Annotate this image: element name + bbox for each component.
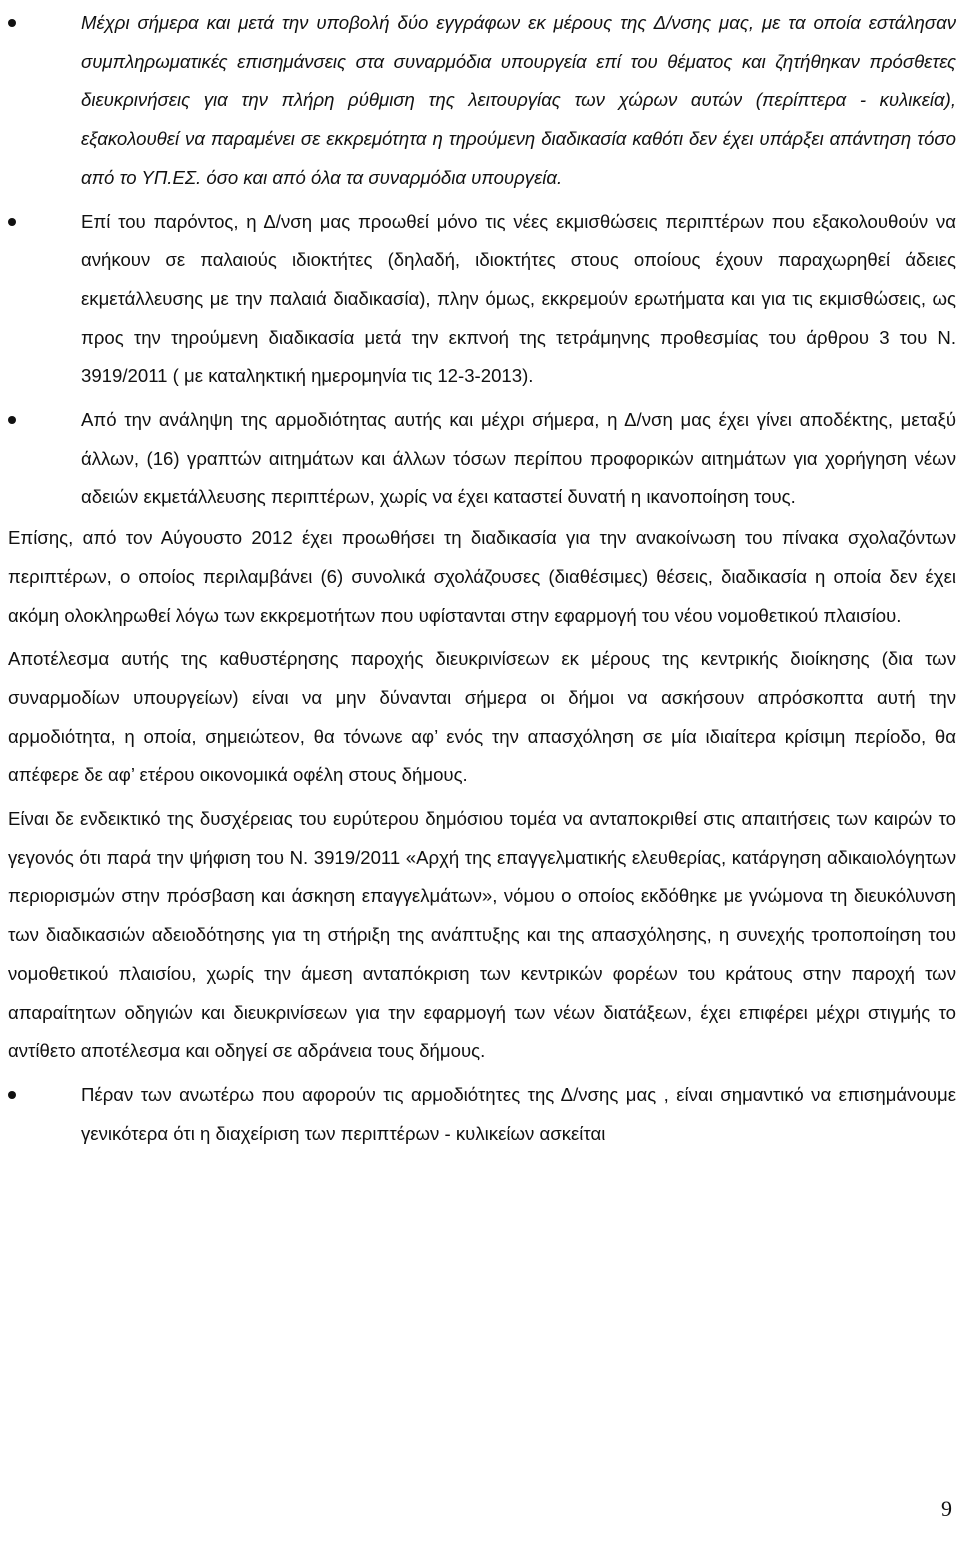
paragraph-3: Είναι δε ενδεικτικό της δυσχέρειας του ευρύτερου δημόσιου τομέα να ανταποκριθεί στις απαιτήσεις των καιρών το γεγονός ότι παρά την ψήφιση του Ν. 3919/2011 «Αρχή της επαγγελματικής ελευθερίας, κατάργηση αδικαιολόγητων περιορισμών στην πρόσβαση και άσκηση επαγγελμάτων», νόμου ο οποίος εκδόθηκε με γνώμονα τη διευκόλυνση των διαδικασιών αδειοδότησης για τη στήριξη της ανάπτυξης και της απασχόλησης, η συνεχής τροποποίηση του νομοθετικού πλαισίου, χωρίς την άμεση ανταπόκριση των κεντρικών φορέων του κράτους στην παροχή των απαραίτητων οδηγιών και διευκρινίσεων για την εφαρμογή των νέων διατάξεων, έχει επιφέρει μέχρι στιγμής το αντίθετο αποτέλεσμα και οδηγεί σε αδράνεια τους δήμους.	[8, 808, 956, 1062]
bullet-text-4: Πέραν των ανωτέρω που αφορούν τις αρμοδιότητες της Δ/νσης μας , είναι σημαντικό να επισημάνουμε γενικότερα ότι η διαχείριση των περιπτέρων - κυλικείων ασκείται	[81, 1083, 956, 1144]
page-number: 9	[941, 1496, 952, 1521]
document-body	[8, 0, 956, 1153]
bullet-text-2: Επί του παρόντος, η Δ/νση μας προωθεί μόνο τις νέες εκμισθώσεις περιπτέρων που εξακολουθούν να ανήκουν σε παλαιούς ιδιοκτήτες (δηλαδή, ιδιοκτήτες στους οποίους έχουν παραχωρηθεί άδειες εκμετάλλευσης με την παλαιά διαδικασία), πλην όμως, εκκρεμούν ερωτήματα και για τις εκμισθώσεις, ως προς την τηρούμενη διαδικασία μετά την εκπνοή της τετράμηνης προθεσμίας του άρθρου 3 του Ν. 3919/2011 ( με καταληκτική ημερομηνία τις 12-3-2013).	[81, 210, 956, 387]
bullet-item-2	[8, 203, 956, 397]
bullet-dot-icon	[8, 1091, 16, 1099]
bullet-item-1	[8, 4, 956, 198]
bullet-dot-icon	[8, 416, 16, 424]
bullet-item-3	[8, 401, 956, 517]
bullet-text-3: Από την ανάληψη της αρμοδιότητας αυτής και μέχρι σήμερα, η Δ/νση μας έχει γίνει αποδέκτης, μεταξύ άλλων, (16) γραπτών αιτημάτων και άλλων τόσων περίπου προφορικών αιτημάτων για χορήγηση νέων αδειών εκμετάλλευσης περιπτέρων, χωρίς να έχει καταστεί δυνατή η ικανοποίηση τους.	[81, 409, 956, 508]
paragraph-1: Επίσης, από τον Αύγουστο 2012 έχει προωθήσει τη διαδικασία για την ανακοίνωση του πίνακα σχολαζόντων περιπτέρων, ο οποίος περιλαμβάνει (6) συνολικά σχολάζουσες (διαθέσιμες) θέσεις, διαδικασία η οποία δεν έχει ακόμη ολοκληρωθεί λόγω των εκκρεμοτήτων που υφίστανται στην εφαρμογή του νέου νομοθετικού πλαισίου.	[8, 527, 956, 626]
bullet-dot-icon	[8, 19, 16, 27]
paragraph-2: Αποτέλεσμα αυτής της καθυστέρησης παροχής διευκρινίσεων εκ μέρους της κεντρικής διοίκησης (δια των συναρμοδίων υπουργείων) είναι να μην δύνανται σήμερα οι δήμοι να ασκήσουν απρόσκοπτα αυτή την αρμοδιότητα, η οποία, σημειώτεον, θα τόνωνε αφ’ ενός την απασχόληση σε μία ιδιαίτερα κρίσιμη περίοδο, θα απέφερε δε αφ’ ετέρου οικονομικά οφέλη στους δήμους.	[8, 648, 956, 786]
bullet-dot-icon	[8, 218, 16, 226]
bullet-text-1: Μέχρι σήμερα και μετά την υποβολή δύο εγγράφων εκ μέρους της Δ/νσης μας, με τα οποία εστάλησαν συμπληρωματικές επισημάνσεις στα συναρμόδια υπουργεία επί του θέματος και ζητήθηκαν πρόσθετες διευκρινήσεις για την πλήρη ρύθμιση της λειτουργίας των χώρων αυτών (περίπτερα - κυλικεία), εξακολουθεί να παραμένει σε εκκρεμότητα η τηρούμενη διαδικασία καθότι δεν έχει υπάρξει απάντηση τόσο από το ΥΠ.ΕΣ. όσο και από όλα τα συναρμόδια υπουργεία.	[81, 12, 956, 188]
bullet-item-4	[8, 1076, 956, 1153]
